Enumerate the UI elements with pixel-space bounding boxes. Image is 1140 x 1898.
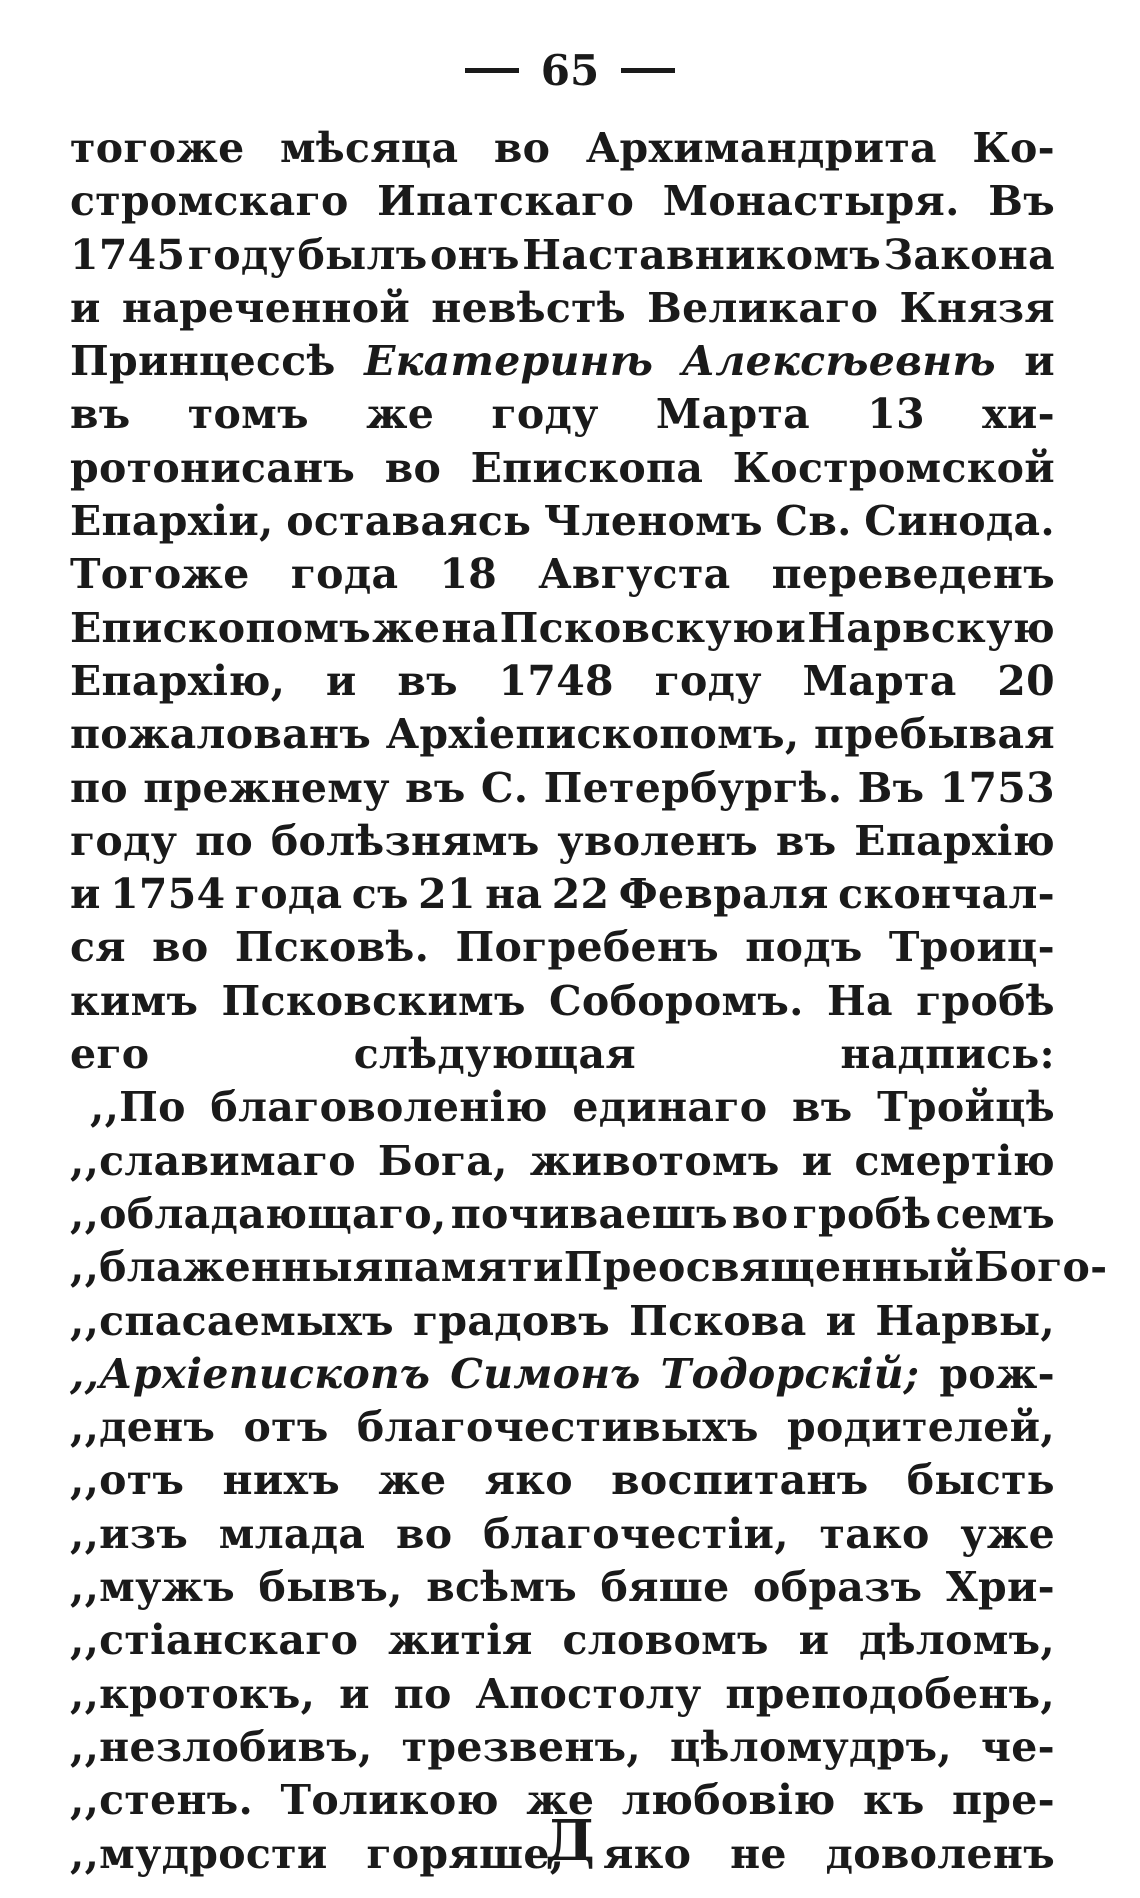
word: Архимандрита	[585, 124, 937, 172]
text-line	[70, 175, 1055, 228]
text-line	[70, 1401, 1055, 1454]
word: стромскаго	[70, 177, 349, 226]
word: въ	[405, 763, 466, 812]
word: родителей,	[787, 1403, 1055, 1452]
word: былъ	[297, 230, 428, 279]
word: его	[70, 1030, 150, 1079]
word: тако	[819, 1509, 930, 1558]
word: животомъ	[529, 1136, 780, 1185]
word: дѣломъ,	[859, 1616, 1055, 1665]
word: смертію	[854, 1136, 1055, 1185]
word: 1754	[110, 870, 226, 919]
word: въ	[775, 816, 837, 865]
word: Въ	[857, 763, 925, 812]
word: во	[493, 124, 551, 172]
word: году	[187, 230, 296, 279]
word: Тогоже	[70, 550, 250, 599]
word: 18	[439, 550, 498, 599]
word: тогоже	[70, 124, 245, 172]
text-line	[70, 495, 1055, 548]
word: въ	[791, 1083, 853, 1132]
word: съ	[351, 870, 409, 919]
word: памяти	[383, 1243, 564, 1292]
word: во	[384, 443, 442, 492]
word: 21	[418, 870, 476, 919]
word: ,,стенъ.	[70, 1776, 254, 1825]
word: и	[775, 603, 807, 652]
word: ,,мужъ	[70, 1563, 236, 1612]
word: Архіепископомъ,	[385, 710, 800, 759]
word: ,,славимаго	[70, 1136, 356, 1185]
text-line	[70, 868, 1055, 921]
word: нареченной	[121, 283, 411, 332]
word: 1748	[498, 656, 614, 705]
text-line	[70, 1188, 1055, 1241]
word: Св.	[775, 497, 852, 546]
word: бывъ,	[258, 1563, 403, 1612]
word: трезвенъ,	[401, 1722, 641, 1771]
word: На	[826, 976, 893, 1025]
word: Въ	[988, 177, 1055, 226]
text-line	[70, 1348, 1055, 1401]
word: отъ	[243, 1403, 329, 1452]
word: Епархію,	[70, 656, 286, 705]
word: ,,денъ	[70, 1403, 216, 1452]
word: почиваешъ	[450, 1189, 728, 1238]
text-line	[70, 602, 1055, 655]
word: доволенъ	[825, 1829, 1055, 1878]
word: пребывая	[814, 710, 1055, 759]
text-line	[70, 762, 1055, 815]
text-line	[70, 1454, 1055, 1507]
word: во	[732, 1189, 789, 1238]
text-line	[70, 708, 1055, 761]
word: Соборомъ.	[548, 976, 804, 1025]
word: по	[195, 816, 254, 865]
text-line	[70, 1721, 1055, 1774]
text-line	[70, 1081, 1055, 1134]
word: и	[70, 870, 101, 919]
word: рож-	[939, 1349, 1055, 1398]
word: ротонисанъ	[70, 443, 356, 492]
word: по	[393, 1669, 452, 1718]
word: гробѣ	[792, 1189, 932, 1238]
word: въ	[70, 390, 131, 439]
word: бысть	[906, 1456, 1055, 1505]
word: житія	[388, 1616, 533, 1665]
word: скончал-	[838, 870, 1055, 919]
text-line	[70, 921, 1055, 974]
word: Синода.	[864, 497, 1055, 546]
word: Ко-	[972, 124, 1055, 172]
word: Нарвы,	[875, 1296, 1055, 1345]
word: уже	[960, 1509, 1055, 1558]
word: яко	[484, 1456, 573, 1505]
word: же	[372, 603, 441, 652]
word: Епархіи,	[70, 497, 274, 546]
word: Екатеринѣ	[364, 337, 654, 386]
word: Погребенъ	[455, 923, 720, 972]
word: по	[70, 763, 128, 812]
word: Закона	[883, 230, 1055, 279]
signature-mark: Д	[545, 1808, 595, 1874]
word: онъ	[430, 230, 520, 279]
text-line	[70, 1295, 1055, 1348]
word: надпись:	[840, 1030, 1055, 1079]
word: подъ	[745, 923, 863, 972]
word: Нарвскую	[807, 603, 1055, 652]
word: Апостолу	[475, 1669, 702, 1718]
word: 13	[867, 390, 925, 439]
word: и	[339, 1669, 370, 1718]
word: году	[654, 656, 762, 705]
word: же	[526, 1776, 595, 1825]
word: всѣмъ	[426, 1563, 578, 1612]
header-dash-left	[465, 68, 519, 73]
text-line	[70, 1135, 1055, 1188]
text-line	[70, 1028, 1055, 1081]
text-line	[70, 1508, 1055, 1561]
word: 20	[997, 656, 1055, 705]
word: единаго	[572, 1083, 768, 1132]
word: преподобенъ,	[725, 1669, 1055, 1718]
word: 22	[551, 870, 610, 919]
word: и	[1024, 337, 1055, 386]
word: Костромской	[732, 443, 1055, 492]
word: ,,спасаемыхъ	[70, 1296, 394, 1345]
word: ,,мудрости	[70, 1829, 328, 1878]
text-line	[70, 282, 1055, 335]
word: нихъ	[222, 1456, 341, 1505]
word: цѣломудръ,	[670, 1722, 952, 1771]
word: Марта	[802, 656, 957, 705]
word: Епископомъ	[70, 603, 372, 652]
word: невѣстѣ	[431, 283, 626, 332]
word: благочестіи,	[483, 1509, 789, 1558]
text-line	[70, 1614, 1055, 1667]
word: Хри-	[945, 1563, 1055, 1612]
text-line	[70, 548, 1055, 601]
text-line	[70, 229, 1055, 282]
word: че-	[980, 1722, 1055, 1771]
word: ,,незлобивъ,	[70, 1722, 373, 1771]
word: воспитанъ	[611, 1456, 869, 1505]
word: ,,По	[90, 1083, 186, 1132]
word: Наставникомъ	[522, 230, 882, 279]
word: во	[152, 923, 209, 972]
word: словомъ	[562, 1616, 769, 1665]
word: Тройцѣ	[877, 1083, 1055, 1132]
word: и	[325, 656, 357, 705]
word: образъ	[753, 1563, 923, 1612]
word: ,,Архіепископъ	[70, 1349, 431, 1398]
word: Симонъ	[450, 1349, 641, 1398]
word: Членомъ	[543, 497, 763, 546]
page-header	[0, 40, 1140, 100]
word: на	[441, 603, 499, 652]
word: болѣзнямъ	[270, 816, 540, 865]
text-line	[70, 122, 1055, 175]
word: яко	[603, 1829, 692, 1878]
word: ,,кротокъ,	[70, 1669, 316, 1718]
word: Великаго	[647, 283, 879, 332]
word: Бого-	[974, 1243, 1108, 1292]
word: Псковскую	[499, 603, 775, 652]
word: и	[825, 1296, 857, 1345]
word: Пскова	[629, 1296, 807, 1345]
text-line	[70, 975, 1055, 1028]
word: С.	[480, 763, 529, 812]
text-line	[70, 1561, 1055, 1614]
word: ,,блаженныя	[70, 1243, 384, 1292]
word: году	[70, 816, 178, 865]
word: ся	[70, 923, 126, 972]
word: прежнему	[143, 763, 390, 812]
word: Бога,	[377, 1136, 508, 1185]
word: семъ	[935, 1189, 1055, 1238]
word: Троиц-	[888, 923, 1055, 972]
word: къ	[862, 1776, 925, 1825]
page-number: 65	[540, 45, 600, 95]
text-line	[70, 335, 1055, 388]
word: благоволенію	[210, 1083, 548, 1132]
word: и	[798, 1616, 830, 1665]
word: мѣсяца	[280, 124, 459, 172]
word: пожалованъ	[70, 710, 372, 759]
word: любовію	[621, 1776, 836, 1825]
word: Псковѣ.	[234, 923, 430, 972]
word: же	[378, 1456, 447, 1505]
word: Марта	[655, 390, 811, 439]
word: Алексѣевнѣ	[681, 337, 996, 386]
word: ,,стіанскаго	[70, 1616, 359, 1665]
word: градовъ	[412, 1296, 611, 1345]
word: 1745	[70, 230, 186, 279]
word: ,,обладающаго,	[70, 1189, 447, 1238]
text-line	[70, 1668, 1055, 1721]
word: и	[801, 1136, 833, 1185]
word: Епархію	[854, 816, 1055, 865]
word: Монастыря.	[662, 177, 960, 226]
word: Тодорскій;	[660, 1349, 920, 1398]
word: на	[485, 870, 543, 919]
word: Петербургѣ.	[543, 763, 843, 812]
word: горяше,	[366, 1829, 565, 1878]
word: Князя	[899, 283, 1055, 332]
word: во	[396, 1509, 453, 1558]
word: переведенъ	[771, 550, 1055, 599]
word: бяше	[600, 1563, 730, 1612]
text-line	[70, 655, 1055, 708]
header-dash-right	[621, 68, 675, 73]
word: Епископа	[470, 443, 704, 492]
word: года	[290, 550, 399, 599]
text-line	[70, 388, 1055, 441]
text-line	[70, 815, 1055, 868]
word: Преосвященный	[563, 1243, 975, 1292]
text-line	[70, 1241, 1108, 1294]
word: ,,изъ	[70, 1509, 189, 1558]
word: кимъ	[70, 976, 199, 1025]
word: въ	[397, 656, 458, 705]
word: оставаясь	[286, 497, 532, 546]
word: не	[730, 1829, 787, 1878]
word: году	[491, 390, 599, 439]
page-body-text	[70, 122, 1108, 1881]
word: пре-	[952, 1776, 1055, 1825]
word: благочестивыхъ	[356, 1403, 759, 1452]
word: хи-	[982, 390, 1055, 439]
word: же	[366, 390, 435, 439]
word: года	[234, 870, 343, 919]
text-line	[70, 442, 1055, 495]
word: млада	[218, 1509, 366, 1558]
word: и	[70, 283, 101, 332]
word: Августа	[538, 550, 731, 599]
word: ,,отъ	[70, 1456, 185, 1505]
word: Принцессѣ	[70, 337, 336, 386]
word: 1753	[939, 763, 1055, 812]
word: томъ	[187, 390, 309, 439]
word: Толикою	[280, 1776, 499, 1825]
word: Февраля	[618, 870, 829, 919]
word: слѣдующая	[353, 1030, 637, 1079]
word: уволенъ	[557, 816, 759, 865]
word: гробѣ	[916, 976, 1055, 1025]
word: Ипатскаго	[377, 177, 635, 226]
word: Псковскимъ	[221, 976, 526, 1025]
